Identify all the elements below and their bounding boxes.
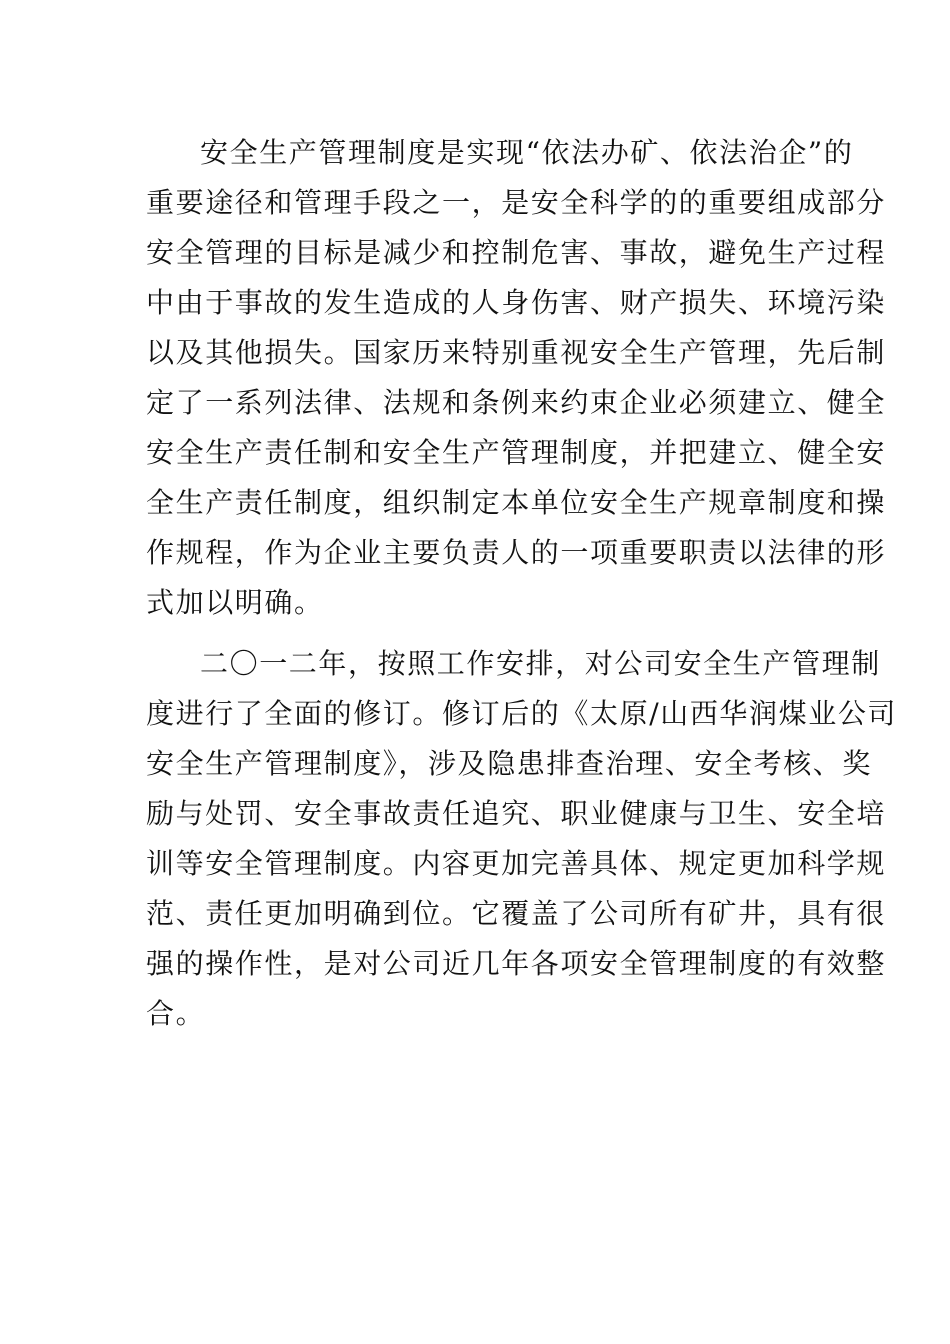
paragraph-2-line-6: 范、责任更加明确到位。它覆盖了公司所有矿井，具有很 (146, 897, 887, 930)
paragraph-1-line-5: 以及其他损失。国家历来特别重视安全生产管理，先后制 (146, 336, 887, 369)
paragraph-1-line-1: 安全生产管理制度是实现“依法办矿、依法治企”的 (200, 136, 854, 169)
paragraph-2-line-7: 强的操作性，是对公司近几年各项安全管理制度的有效整 (146, 947, 887, 980)
paragraph-1-line-6: 定了一系列法律、法规和条例来约束企业必须建立、健全 (146, 386, 887, 419)
paragraph-2-line-4: 励与处罚、安全事故责任追究、职业健康与卫生、安全培 (146, 797, 887, 830)
paragraph-1-line-7: 安全生产责任制和安全生产管理制度，并把建立、健全安 (146, 436, 887, 469)
paragraph-2-line-3: 安全生产管理制度》，涉及隐患排查治理、安全考核、奖 (146, 747, 873, 780)
paragraph-2-line-1: 二〇一二年，按照工作安排，对公司安全生产管理制 (200, 647, 881, 680)
paragraph-2-line-2: 度进行了全面的修订。修订后的《太原/山西华润煤业公司 (146, 697, 898, 730)
paragraph-1-line-10: 式加以明确。 (146, 586, 324, 619)
paragraph-1-line-9: 作规程，作为企业主要负责人的一项重要职责以法律的形 (146, 536, 887, 569)
paragraph-2-line-5: 训等安全管理制度。内容更加完善具体、规定更加科学规 (146, 847, 887, 880)
paragraph-1-line-4: 中由于事故的发生造成的人身伤害、财产损失、环境污染 (146, 286, 887, 319)
paragraph-1-line-3: 安全管理的目标是减少和控制危害、事故，避免生产过程 (146, 236, 887, 269)
paragraph-1-line-2: 重要途径和管理手段之一，是安全科学的的重要组成部分 (146, 186, 887, 219)
paragraph-2-line-8: 合。 (146, 997, 206, 1030)
paragraph-1-line-8: 全生产责任制度，组织制定本单位安全生产规章制度和操 (146, 486, 887, 519)
